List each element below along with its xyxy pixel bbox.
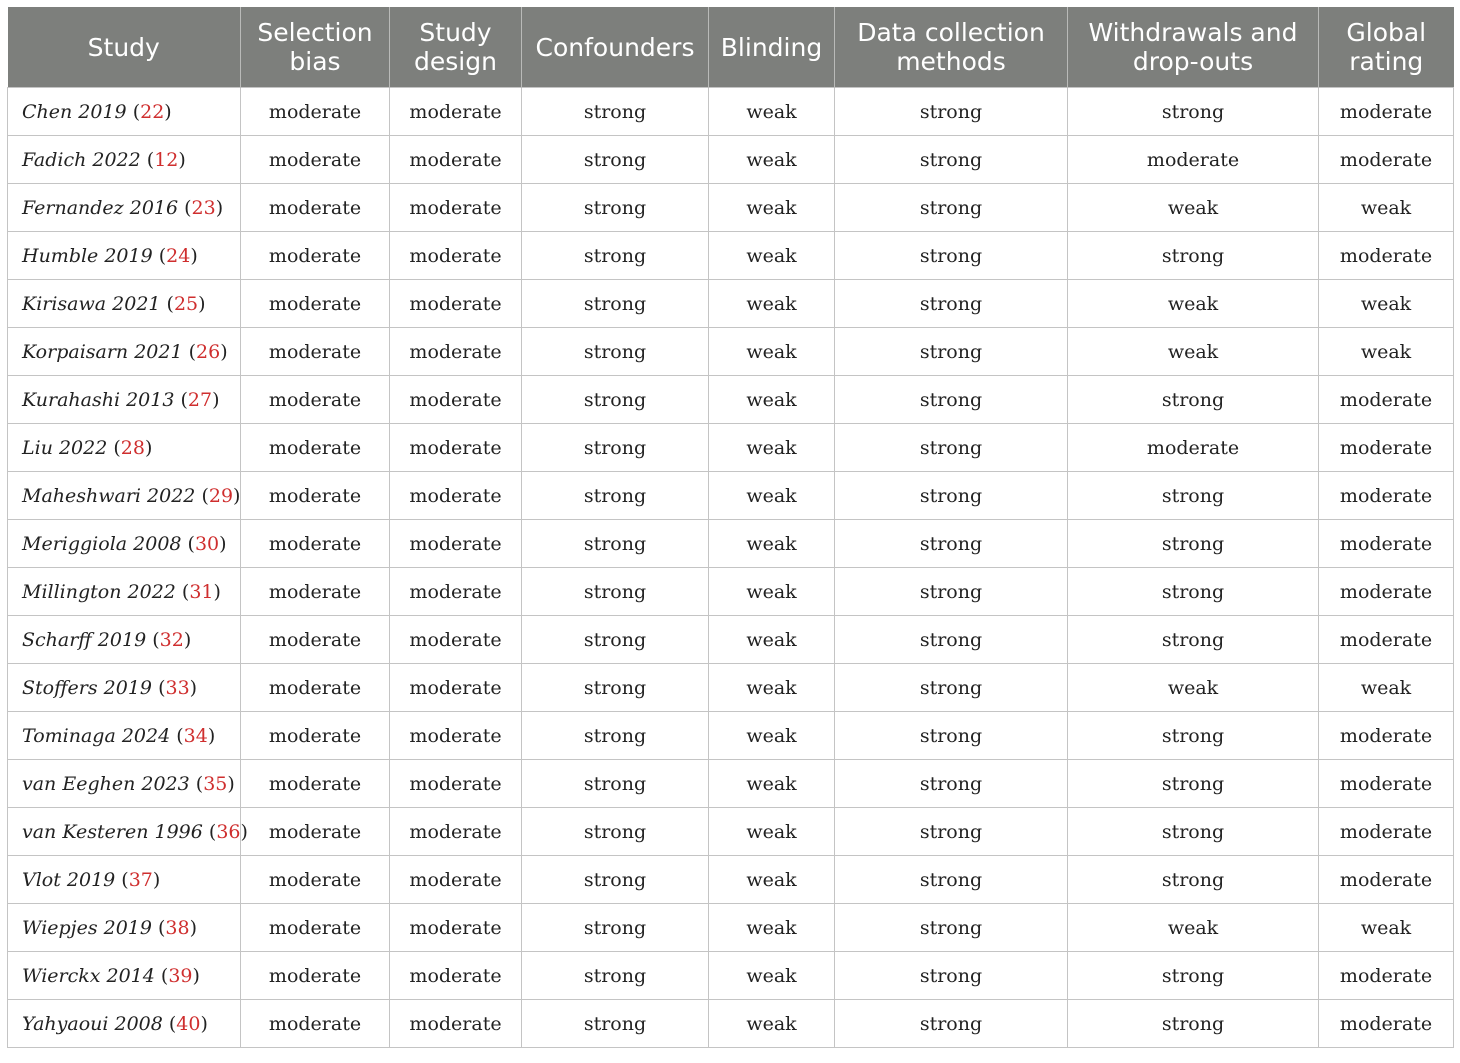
table-row xyxy=(8,904,1454,952)
rating-cell: strong xyxy=(522,712,709,760)
rating-cell: strong xyxy=(522,376,709,424)
rating-cell: moderate xyxy=(390,280,522,328)
rating-cell: strong xyxy=(835,328,1068,376)
rating-cell: strong xyxy=(1068,856,1319,904)
rating-cell: strong xyxy=(835,712,1068,760)
reference-link[interactable]: 34 xyxy=(183,724,208,747)
column-header xyxy=(522,7,709,88)
reference-link[interactable]: 28 xyxy=(120,436,145,459)
rating-cell: weak xyxy=(709,808,835,856)
study-cell xyxy=(8,184,241,232)
study-name: Kurahashi 2013 xyxy=(22,388,175,411)
study-cell xyxy=(8,568,241,616)
rating-cell: moderate xyxy=(1319,472,1454,520)
study-cell xyxy=(8,472,241,520)
rating-cell: weak xyxy=(1068,328,1319,376)
reference-citation: (32) xyxy=(146,628,192,651)
study-cell xyxy=(8,712,241,760)
rating-cell: weak xyxy=(709,664,835,712)
table-body xyxy=(8,88,1454,1048)
rating-cell: strong xyxy=(522,328,709,376)
table-row xyxy=(8,520,1454,568)
column-header-line: Withdrawals and xyxy=(1088,18,1298,47)
reference-link[interactable]: 24 xyxy=(166,244,191,267)
rating-cell: moderate xyxy=(1319,232,1454,280)
rating-cell: strong xyxy=(522,1000,709,1048)
rating-cell: strong xyxy=(1068,232,1319,280)
column-header-line: design xyxy=(414,47,497,76)
reference-citation: (28) xyxy=(107,436,153,459)
rating-cell: weak xyxy=(709,232,835,280)
rating-cell: moderate xyxy=(1319,520,1454,568)
rating-cell: strong xyxy=(522,280,709,328)
rating-cell: moderate xyxy=(1319,808,1454,856)
reference-link[interactable]: 26 xyxy=(196,340,221,363)
rating-cell: moderate xyxy=(241,664,390,712)
reference-citation: (23) xyxy=(178,196,224,219)
rating-cell: moderate xyxy=(1319,136,1454,184)
table-row xyxy=(8,88,1454,136)
rating-cell: moderate xyxy=(241,1000,390,1048)
table-row xyxy=(8,952,1454,1000)
study-name: Fadich 2022 xyxy=(22,148,141,171)
table-row xyxy=(8,616,1454,664)
rating-cell: weak xyxy=(709,520,835,568)
rating-cell: strong xyxy=(522,232,709,280)
rating-cell: weak xyxy=(709,856,835,904)
rating-cell: moderate xyxy=(241,280,390,328)
rating-cell: strong xyxy=(522,952,709,1000)
rating-cell: moderate xyxy=(1319,952,1454,1000)
rating-cell: weak xyxy=(1319,328,1454,376)
reference-link[interactable]: 25 xyxy=(173,292,199,315)
rating-cell: moderate xyxy=(390,568,522,616)
reference-citation: (29) xyxy=(195,484,241,507)
rating-cell: moderate xyxy=(390,184,522,232)
column-header xyxy=(241,7,390,88)
rating-cell: strong xyxy=(1068,616,1319,664)
rating-cell: strong xyxy=(522,760,709,808)
rating-cell: strong xyxy=(522,616,709,664)
study-cell xyxy=(8,664,241,712)
rating-cell: weak xyxy=(709,184,835,232)
reference-link[interactable]: 39 xyxy=(168,964,193,987)
column-header xyxy=(1319,7,1454,88)
column-header xyxy=(1068,7,1319,88)
rating-cell: weak xyxy=(1319,280,1454,328)
column-header xyxy=(835,7,1068,88)
rating-cell: moderate xyxy=(390,1000,522,1048)
rating-cell: strong xyxy=(522,88,709,136)
rating-cell: weak xyxy=(709,712,835,760)
rating-cell: strong xyxy=(835,760,1068,808)
rating-cell: moderate xyxy=(1319,760,1454,808)
rating-cell: weak xyxy=(709,376,835,424)
rating-cell: weak xyxy=(709,904,835,952)
rating-cell: moderate xyxy=(390,616,522,664)
rating-cell: strong xyxy=(1068,808,1319,856)
rating-cell: strong xyxy=(1068,568,1319,616)
reference-citation: (26) xyxy=(182,340,228,363)
rating-cell: weak xyxy=(709,1000,835,1048)
rating-cell: strong xyxy=(835,664,1068,712)
table-header-row xyxy=(8,7,1454,88)
rating-cell: strong xyxy=(1068,952,1319,1000)
table-row xyxy=(8,328,1454,376)
rating-cell: strong xyxy=(522,664,709,712)
reference-citation: (34) xyxy=(170,724,216,747)
table-row xyxy=(8,280,1454,328)
study-name: Yahyaoui 2008 xyxy=(22,1012,163,1035)
rating-cell: moderate xyxy=(390,424,522,472)
rating-cell: moderate xyxy=(1319,568,1454,616)
rating-cell: moderate xyxy=(390,808,522,856)
study-cell xyxy=(8,376,241,424)
rating-cell: strong xyxy=(835,232,1068,280)
rating-cell: moderate xyxy=(1319,712,1454,760)
rating-cell: moderate xyxy=(1319,616,1454,664)
study-name: van Eeghen 2023 xyxy=(22,772,190,795)
rating-cell: moderate xyxy=(241,88,390,136)
rating-cell: moderate xyxy=(1319,424,1454,472)
reference-citation: (27) xyxy=(174,388,220,411)
rating-cell: moderate xyxy=(1319,376,1454,424)
study-cell xyxy=(8,280,241,328)
rating-cell: strong xyxy=(522,568,709,616)
rating-cell: moderate xyxy=(390,376,522,424)
study-cell xyxy=(8,904,241,952)
study-cell xyxy=(8,232,241,280)
rating-cell: moderate xyxy=(241,760,390,808)
reference-link[interactable]: 27 xyxy=(187,388,213,411)
rating-cell: strong xyxy=(1068,88,1319,136)
table-row xyxy=(8,808,1454,856)
table-row xyxy=(8,1000,1454,1048)
study-name: Meriggiola 2008 xyxy=(22,532,182,555)
reference-citation: (36) xyxy=(202,820,248,843)
rating-cell: moderate xyxy=(241,952,390,1000)
rating-cell: strong xyxy=(835,808,1068,856)
rating-cell: strong xyxy=(835,520,1068,568)
rating-cell: strong xyxy=(835,616,1068,664)
rating-cell: weak xyxy=(1068,184,1319,232)
table-row xyxy=(8,424,1454,472)
study-cell xyxy=(8,616,241,664)
reference-citation: (35) xyxy=(189,772,235,795)
column-header-line: Selection xyxy=(257,18,373,47)
rating-cell: moderate xyxy=(241,568,390,616)
rating-cell: moderate xyxy=(1319,88,1454,136)
table-row xyxy=(8,664,1454,712)
column-header-line: Study xyxy=(419,18,492,47)
column-header-line: Blinding xyxy=(720,32,823,62)
rating-cell: moderate xyxy=(241,616,390,664)
reference-link[interactable]: 23 xyxy=(191,196,216,219)
study-cell xyxy=(8,952,241,1000)
rating-cell: strong xyxy=(1068,760,1319,808)
study-cell xyxy=(8,520,241,568)
rating-cell: moderate xyxy=(1068,136,1319,184)
rating-cell: strong xyxy=(835,1000,1068,1048)
rating-cell: strong xyxy=(522,136,709,184)
study-name: Korpaisarn 2021 xyxy=(22,340,183,363)
column-header-line: methods xyxy=(896,47,1006,76)
rating-cell: moderate xyxy=(241,424,390,472)
rating-cell: weak xyxy=(1068,280,1319,328)
table-row xyxy=(8,376,1454,424)
study-cell xyxy=(8,808,248,856)
rating-cell: strong xyxy=(835,280,1068,328)
rating-cell: moderate xyxy=(241,808,390,856)
rating-cell: moderate xyxy=(390,712,522,760)
rating-cell: moderate xyxy=(241,328,390,376)
rating-cell: moderate xyxy=(241,712,390,760)
rating-cell: moderate xyxy=(241,856,390,904)
table-row xyxy=(8,568,1454,616)
rating-cell: weak xyxy=(709,952,835,1000)
reference-link[interactable]: 29 xyxy=(208,484,234,507)
rating-cell: weak xyxy=(1319,184,1454,232)
reference-citation: (31) xyxy=(175,580,221,603)
rating-cell: strong xyxy=(522,520,709,568)
reference-citation: (25) xyxy=(160,292,206,315)
reference-citation: (37) xyxy=(115,868,161,891)
study-name: Fernandez 2016 xyxy=(22,196,179,219)
rating-cell: moderate xyxy=(390,664,522,712)
study-name: Millington 2022 xyxy=(22,580,176,603)
reference-link[interactable]: 35 xyxy=(203,772,228,795)
study-name: Tominaga 2024 xyxy=(22,724,171,747)
reference-citation: (30) xyxy=(181,532,227,555)
rating-cell: strong xyxy=(1068,376,1319,424)
column-header-line: Confounders xyxy=(535,32,695,62)
rating-cell: strong xyxy=(1068,1000,1319,1048)
study-name: Kirisawa 2021 xyxy=(22,292,161,315)
study-cell xyxy=(8,136,241,184)
column-header xyxy=(709,7,835,88)
reference-link[interactable]: 30 xyxy=(194,532,220,555)
rating-cell: moderate xyxy=(241,472,390,520)
reference-link[interactable]: 38 xyxy=(165,916,190,939)
rating-cell: moderate xyxy=(241,136,390,184)
column-header xyxy=(8,7,241,88)
reference-link[interactable]: 40 xyxy=(176,1012,201,1035)
rating-cell: strong xyxy=(835,904,1068,952)
rating-cell: weak xyxy=(1068,904,1319,952)
rating-cell: moderate xyxy=(241,376,390,424)
column-header-line: Global xyxy=(1346,18,1427,47)
rating-cell: moderate xyxy=(390,88,522,136)
rating-cell: moderate xyxy=(390,856,522,904)
study-name: Chen 2019 xyxy=(22,100,127,123)
rating-cell: strong xyxy=(835,856,1068,904)
rating-cell: moderate xyxy=(390,952,522,1000)
rating-cell: moderate xyxy=(241,904,390,952)
study-name: Wierckx 2014 xyxy=(22,964,155,987)
reference-link[interactable]: 31 xyxy=(189,580,214,603)
reference-citation: (33) xyxy=(152,676,198,699)
study-cell xyxy=(8,424,241,472)
table-row xyxy=(8,472,1454,520)
rating-cell: weak xyxy=(709,424,835,472)
rating-cell: moderate xyxy=(1319,1000,1454,1048)
study-cell xyxy=(8,88,241,136)
quality-assessment-table xyxy=(7,7,1454,1048)
study-name: Humble 2019 xyxy=(22,244,153,267)
rating-cell: strong xyxy=(835,568,1068,616)
reference-link[interactable]: 22 xyxy=(140,100,165,123)
rating-cell: weak xyxy=(709,568,835,616)
study-name: Vlot 2019 xyxy=(22,868,116,891)
study-cell xyxy=(8,1000,241,1048)
column-header-line: rating xyxy=(1349,47,1424,76)
reference-citation: (39) xyxy=(154,964,200,987)
rating-cell: moderate xyxy=(1068,424,1319,472)
study-name: Wiepjes 2019 xyxy=(22,916,152,939)
table-row xyxy=(8,184,1454,232)
rating-cell: strong xyxy=(835,952,1068,1000)
rating-cell: strong xyxy=(835,88,1068,136)
study-name: Liu 2022 xyxy=(22,436,108,459)
rating-cell: moderate xyxy=(390,472,522,520)
rating-cell: weak xyxy=(709,472,835,520)
table-row xyxy=(8,856,1454,904)
rating-cell: strong xyxy=(1068,472,1319,520)
rating-cell: strong xyxy=(835,424,1068,472)
study-cell xyxy=(8,328,241,376)
rating-cell: strong xyxy=(522,904,709,952)
reference-citation: (40) xyxy=(162,1012,208,1035)
rating-cell: moderate xyxy=(390,760,522,808)
reference-link[interactable]: 33 xyxy=(165,676,190,699)
rating-cell: strong xyxy=(1068,712,1319,760)
rating-cell: moderate xyxy=(390,328,522,376)
rating-cell: weak xyxy=(1319,664,1454,712)
rating-cell: weak xyxy=(1068,664,1319,712)
study-cell xyxy=(8,856,241,904)
rating-cell: weak xyxy=(709,760,835,808)
rating-cell: weak xyxy=(709,616,835,664)
reference-citation: (12) xyxy=(140,148,186,171)
rating-cell: moderate xyxy=(241,232,390,280)
table-row xyxy=(8,136,1454,184)
study-name: Maheshwari 2022 xyxy=(22,484,196,507)
rating-cell: moderate xyxy=(390,136,522,184)
rating-cell: strong xyxy=(835,472,1068,520)
reference-citation: (38) xyxy=(151,916,198,939)
rating-cell: strong xyxy=(522,184,709,232)
rating-cell: moderate xyxy=(390,904,522,952)
column-header xyxy=(390,7,522,88)
rating-cell: weak xyxy=(709,88,835,136)
column-header-line: drop-outs xyxy=(1132,47,1254,76)
rating-cell: strong xyxy=(835,376,1068,424)
table-row xyxy=(8,760,1454,808)
rating-cell: weak xyxy=(709,328,835,376)
reference-link[interactable]: 36 xyxy=(216,820,241,843)
rating-cell: moderate xyxy=(390,232,522,280)
reference-citation: (22) xyxy=(126,100,172,123)
rating-cell: moderate xyxy=(390,520,522,568)
study-name: Stoffers 2019 xyxy=(22,676,153,699)
reference-link[interactable]: 32 xyxy=(159,628,184,651)
table-row xyxy=(8,712,1454,760)
rating-cell: weak xyxy=(1319,904,1454,952)
rating-cell: strong xyxy=(1068,520,1319,568)
rating-cell: strong xyxy=(835,184,1068,232)
rating-cell: weak xyxy=(709,136,835,184)
column-header-line: bias xyxy=(289,47,341,76)
column-header-line: Study xyxy=(87,32,160,62)
study-name: van Kesteren 1996 xyxy=(22,820,203,843)
rating-cell: strong xyxy=(522,808,709,856)
rating-cell: moderate xyxy=(1319,856,1454,904)
column-header-line: Data collection xyxy=(857,18,1045,47)
reference-link[interactable]: 12 xyxy=(154,148,179,171)
reference-link[interactable]: 37 xyxy=(128,868,153,891)
rating-cell: strong xyxy=(522,472,709,520)
rating-cell: moderate xyxy=(241,520,390,568)
table-row xyxy=(8,232,1454,280)
rating-cell: moderate xyxy=(241,184,390,232)
rating-cell: weak xyxy=(709,280,835,328)
reference-citation: (24) xyxy=(152,244,198,267)
rating-cell: strong xyxy=(522,856,709,904)
study-name: Scharff 2019 xyxy=(22,628,147,651)
rating-cell: strong xyxy=(522,424,709,472)
rating-cell: strong xyxy=(835,136,1068,184)
study-cell xyxy=(8,760,241,808)
